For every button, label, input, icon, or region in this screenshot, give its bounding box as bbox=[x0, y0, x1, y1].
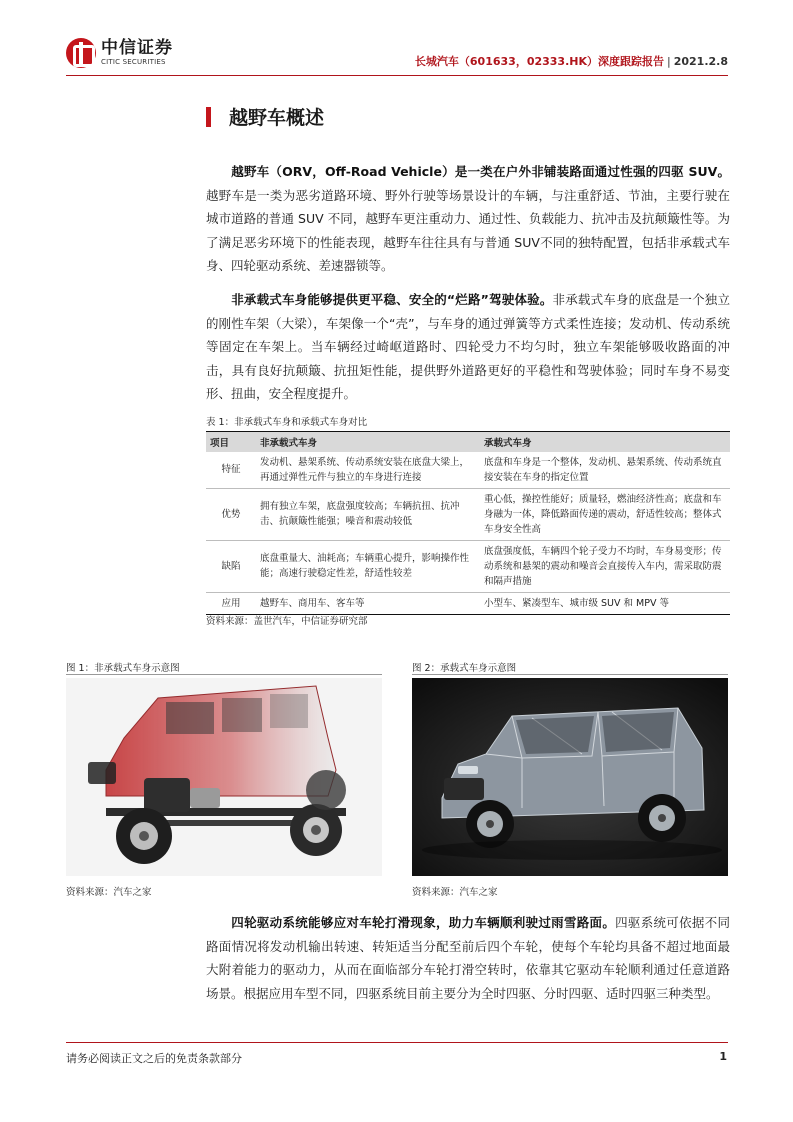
table-cell: 发动机、悬架系统、传动系统安装在底盘大梁上，再通过弹性元件与独立的车身进行连接 bbox=[256, 452, 480, 489]
section-heading bbox=[206, 103, 324, 130]
figure-1-rule bbox=[66, 674, 382, 675]
figure-1-source: 资料来源：汽车之家 bbox=[66, 887, 152, 898]
title-accent-bar bbox=[206, 107, 211, 127]
unibody-illustration bbox=[412, 678, 728, 876]
table-cell: 应用 bbox=[206, 592, 256, 614]
table-row bbox=[206, 540, 730, 592]
table-cell: 底盘强度低，车辆四个轮子受力不均时，车身易变形；传动系统和悬架的震动和噪音会直接传入车内，需采取防震和隔声措施 bbox=[480, 540, 730, 592]
citic-logo-icon bbox=[66, 38, 96, 68]
header-separator: | bbox=[667, 55, 671, 68]
logo-en-text: CITIC SECURITIES bbox=[101, 58, 166, 66]
table-cell: 越野车、商用车、客车等 bbox=[256, 592, 480, 614]
table-row bbox=[206, 488, 730, 540]
figure-2-caption: 图 2：承载式车身示意图 bbox=[412, 663, 517, 674]
figure-1-caption: 图 1：非承载式车身示意图 bbox=[66, 663, 180, 674]
table-cell: 小型车、紧凑型车、城市级 SUV 和 MPV 等 bbox=[480, 592, 730, 614]
footer-rule bbox=[66, 1042, 728, 1043]
header-report-info bbox=[415, 53, 728, 69]
section-title: 越野车概述 bbox=[229, 107, 325, 129]
table-cell: 特征 bbox=[206, 452, 256, 489]
citic-logo bbox=[66, 38, 173, 68]
figure-1-body-on-frame-image bbox=[66, 678, 382, 876]
body-on-frame-illustration bbox=[66, 678, 382, 876]
figure-2-unibody-image bbox=[412, 678, 728, 876]
paragraph-orv-intro bbox=[206, 160, 730, 278]
paragraph-body: 四驱系统可依据不同路面情况将发动机输出转速、转矩适当分配至前后四个车轮，使每个车轮均具备不超过地面最大附着能力的驱动力，从而在面临部分车轮打滑空转时，依靠其它驱动车轮顺利通过任意道路场景。根据应用车型不同，四驱系统目前主要分为全时四驱、分时四驱、适时四驱三种类型。 bbox=[206, 915, 730, 1001]
comparison-table bbox=[206, 431, 730, 615]
paragraph-4wd bbox=[206, 911, 730, 1005]
paragraph-body: 非承载式车身的底盘是一个独立的刚性车架（大梁），车架像一个“壳”，与车身的通过弹簧等方式柔性连接；发动机、传动系统等固定在车架上。当车辆经过崎岖道路时、四轮受力不均匀时，独立车架能够吸收路面的冲击，具有良好抗颠簸、抗扭矩性能，提供野外道路更好的平稳性和驾驶体验；同时车身不易变形、扭曲，安全程度提升。 bbox=[206, 292, 730, 401]
figure-2-source: 资料来源：汽车之家 bbox=[412, 887, 498, 898]
page-header bbox=[66, 36, 728, 76]
table-cell: 底盘和车身是一个整体，发动机、悬架系统、传动系统直接安装在车身的指定位置 bbox=[480, 452, 730, 489]
table-cell: 优势 bbox=[206, 488, 256, 540]
table-cell: 底盘重量大、油耗高；车辆重心提升，影响操作性能；高速行驶稳定性差，舒适性较差 bbox=[256, 540, 480, 592]
paragraph-body: 越野车是一类为恶劣道路环境、野外行驶等场景设计的车辆，与注重舒适、节油，主要行驶在城市道路的普通 SUV 不同，越野车更注重动力、通过性、负载能力、抗冲击及抗颠簸性等。为了满足恶劣环境下的性能表现，越野车往往具有与普通 SUV不同的独特配置，包括非承载式车身、四轮驱动系统、差速器锁等。 bbox=[206, 187, 730, 273]
table-cell: 缺陷 bbox=[206, 540, 256, 592]
paragraph-lead: 四轮驱动系统能够应对车轮打滑现象，助力车辆顺利驶过雨雪路面。 bbox=[231, 915, 616, 930]
table-header-row bbox=[206, 432, 730, 452]
table-row bbox=[206, 452, 730, 489]
report-date: 2021.2.8 bbox=[673, 55, 728, 68]
paragraph-frame-body bbox=[206, 288, 730, 406]
table-source: 资料来源：盖世汽车，中信证券研究部 bbox=[206, 616, 368, 627]
table-cell: 拥有独立车架，底盘强度较高；车辆抗扭、抗冲击、抗颠簸性能强；噪音和震动较低 bbox=[256, 488, 480, 540]
table-cell: 重心低，操控性能好；质量轻，燃油经济性高；底盘和车身融为一体，降低路面传递的震动，舒适性较高；整体式车身安全性高 bbox=[480, 488, 730, 540]
paragraph-lead: 非承载式车身能够提供更平稳、安全的“烂路”驾驶体验。 bbox=[231, 292, 553, 307]
paragraph-lead: 越野车（ORV，Off-Road Vehicle）是一类在户外非铺装路面通过性强的四驱 SUV。 bbox=[231, 164, 730, 179]
figure-2-rule bbox=[412, 674, 728, 675]
table-row bbox=[206, 592, 730, 614]
logo-cn-text: 中信证券 bbox=[101, 38, 173, 58]
table-header-item: 项目 bbox=[206, 432, 256, 452]
table-header-unibody: 承载式车身 bbox=[480, 432, 730, 452]
table-caption: 表 1：非承载式车身和承载式车身对比 bbox=[206, 417, 368, 428]
report-title: 长城汽车（601633，02333.HK）深度跟踪报告 bbox=[414, 55, 664, 68]
table-header-body-on-frame: 非承载式车身 bbox=[256, 432, 480, 452]
page-number: 1 bbox=[719, 1050, 727, 1063]
footer-disclaimer: 请务必阅读正文之后的免责条款部分 bbox=[66, 1052, 242, 1065]
